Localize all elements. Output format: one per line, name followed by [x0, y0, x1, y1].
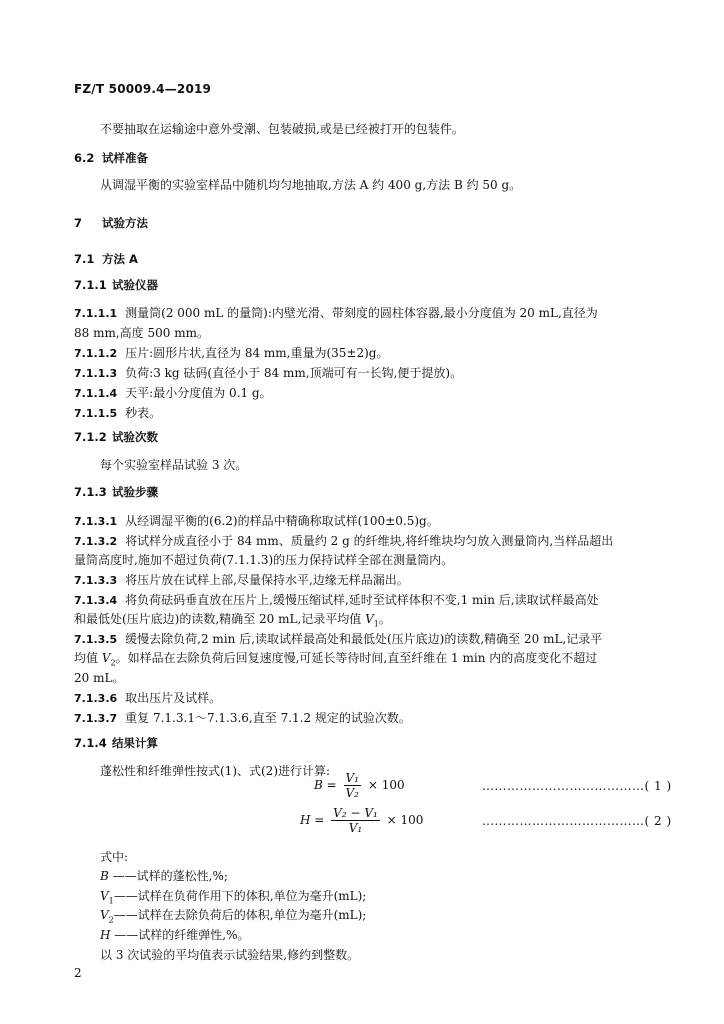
- intro-paragraph: 不要抽取在运输途中意外受潮、包装破损,或是已经被打开的包装件。: [100, 122, 464, 136]
- item-text: 将试样分成直径小于 84 mm、质量约 2 g 的纤维块,将纤维块均匀放入测量筒内,当样品超出: [125, 534, 614, 548]
- item-number: 7.1.3.1: [74, 515, 118, 528]
- definition: ——试样的蓬松性,%;: [108, 869, 228, 883]
- variable-symbol: V: [365, 612, 374, 626]
- fraction: [331, 806, 380, 835]
- item-text: 负荷:3 kg 砝码(直径小于 84 mm,顶端可有一长钩,便于提放)。: [125, 366, 463, 380]
- item-7-1-3-3: [74, 571, 409, 588]
- formula-label: ( 1 ): [644, 779, 672, 793]
- where-title: 式中:: [100, 850, 129, 864]
- variable-subscript: 1: [373, 619, 379, 629]
- fraction-numerator: V₁: [345, 771, 359, 785]
- section-number: 7.1.2: [74, 430, 107, 444]
- section-7-1-2-text: 每个实验室样品试验 3 次。: [100, 458, 248, 472]
- item-7-1-1-1: [74, 304, 598, 321]
- item-7-1-3-2: [74, 532, 613, 549]
- item-7-1-1-3: [74, 364, 462, 381]
- symbol: H: [100, 928, 111, 942]
- item-text: 重复 7.1.3.1～7.1.3.6,直至 7.1.2 规定的试验次数。: [125, 711, 411, 725]
- where-v1: [100, 887, 366, 905]
- item-number: 7.1.3.5: [74, 633, 118, 646]
- item-text-end: 。: [378, 612, 391, 626]
- section-title: 方法 A: [102, 252, 138, 266]
- item-7-1-1-2: [74, 344, 389, 361]
- item-number: 7.1.1.4: [74, 387, 118, 400]
- section-number: 7.1.4: [74, 736, 107, 750]
- item-number: 7.1.1.2: [74, 347, 118, 360]
- symbol: B: [100, 869, 109, 883]
- definition: ——试样在去除负荷后的体积,单位为毫升(mL);: [113, 908, 367, 922]
- section-7-heading: [74, 215, 148, 231]
- definition: ——试样的纤维弹性,%。: [110, 928, 250, 942]
- item-text: 压片:圆形片状,直径为 84 mm,重量为(35±2)g。: [125, 346, 389, 360]
- section-title: 试验方法: [102, 216, 148, 230]
- fraction-denominator: V₂: [345, 786, 359, 800]
- item-number: 7.1.1.5: [74, 407, 118, 420]
- section-title: 试样准备: [102, 151, 148, 165]
- item-7-1-3-5-continued: [74, 649, 597, 667]
- formula-2-leader: [482, 814, 672, 828]
- formula-tail: × 100: [367, 778, 405, 792]
- formula-lhs: H: [300, 813, 311, 827]
- formula-2: H = $\frac{\text{V₂ − V₁}}{\text{V₁}}$ × 100: [300, 806, 424, 835]
- item-7-1-3-6: [74, 689, 221, 706]
- item-number: 7.1.3.7: [74, 712, 118, 725]
- item-text: 缓慢去除负荷,2 min 后,读取试样最高处和最低处(压片底边)的读数,精确至 20 mL,记录平: [125, 632, 603, 646]
- item-number: 7.1.1.1: [74, 307, 118, 320]
- definition: ——试样在负荷作用下的体积,单位为毫升(mL);: [113, 889, 367, 903]
- item-number: 7.1.1.3: [74, 367, 118, 380]
- document-code: FZ/T 50009.4—2019: [74, 82, 212, 96]
- section-7-1-1-heading: [74, 277, 158, 293]
- item-7-1-3-5-continued-2: 20 mL。: [74, 671, 125, 685]
- formula-label: ( 2 ): [644, 814, 672, 828]
- section-title: 试验仪器: [112, 278, 158, 292]
- fraction: [344, 771, 361, 800]
- section-number: 7: [74, 216, 83, 230]
- item-number: 7.1.3.3: [74, 574, 118, 587]
- final-statement: 以 3 次试验的平均值表示试验结果,修约到整数。: [100, 948, 360, 962]
- item-text: 从经调湿平衡的(6.2)的样品中精确称取试样(100±0.5)g。: [125, 514, 439, 528]
- where-v2: [100, 906, 366, 924]
- page-number: 2: [74, 966, 82, 980]
- fraction-denominator: V₁: [348, 821, 363, 835]
- section-number: 7.1.1: [74, 278, 107, 292]
- item-7-1-3-4-continued: [74, 610, 391, 628]
- section-6-2-heading: [74, 150, 148, 166]
- leader-dots: …………………………………: [482, 814, 645, 828]
- formula-lhs: B: [314, 778, 323, 792]
- symbol-subscript: 2: [108, 915, 114, 925]
- section-6-2-text: 从调湿平衡的实验室样品中随机均匀地抽取,方法 A 约 400 g,方法 B 约 50 g。: [100, 178, 522, 192]
- item-7-1-3-5: [74, 630, 602, 647]
- item-text: 取出压片及试样。: [125, 691, 222, 705]
- item-number: 7.1.3.2: [74, 535, 118, 548]
- formula-1: B = $\frac{\text{V₁}}{\text{V₂}}$ × 100: [314, 771, 405, 800]
- item-text: 秒表。: [125, 406, 162, 420]
- item-7-1-3-4: [74, 591, 599, 608]
- item-7-1-1-5: [74, 404, 161, 421]
- where-b: [100, 867, 228, 884]
- section-7-1-4-heading: [74, 735, 158, 751]
- formula-1-leader: [482, 779, 672, 793]
- item-text: 天平:最小分度值为 0.1 g。: [125, 386, 272, 400]
- symbol-subscript: 1: [108, 896, 114, 906]
- section-7-1-heading: [74, 251, 138, 267]
- section-title: 试验步骤: [112, 485, 158, 499]
- item-text-rest: 。如样品在去除负荷后回复速度慢,可延长等待时间,直至纤维在 1 min 内的高度变化不超过: [115, 651, 598, 665]
- item-7-1-3-7: [74, 709, 411, 726]
- section-7-1-2-heading: [74, 429, 158, 445]
- item-text: 将压片放在试样上部,尽量保持水平,边缘无样品漏出。: [125, 573, 409, 587]
- item-number: 7.1.3.6: [74, 692, 118, 705]
- item-7-1-1-4: [74, 384, 272, 401]
- item-7-1-3-1: [74, 512, 439, 529]
- item-text: 和最低处(压片底边)的读数,精确至 20 mL,记录平均值: [74, 612, 366, 626]
- item-text: 将负荷砝码垂直放在压片上,缓慢压缩试样,延时至试样体积不变,1 min 后,读取试样最高处: [125, 593, 599, 607]
- section-7-1-4-intro: 蓬松性和纤维弹性按式(1)、式(2)进行计算:: [100, 764, 331, 778]
- section-number: 7.1: [74, 252, 95, 266]
- section-title: 试验次数: [112, 430, 158, 444]
- section-number: 6.2: [74, 151, 95, 165]
- item-number: 7.1.3.4: [74, 594, 118, 607]
- leader-dots: …………………………………: [482, 779, 645, 793]
- variable-subscript: 2: [110, 658, 116, 668]
- item-text: 测量筒(2 000 mL 的量筒):内壁光滑、带刻度的圆柱体容器,最小分度值为 20 mL,直径为: [125, 306, 598, 320]
- symbol: V: [100, 908, 109, 922]
- variable-symbol: V: [101, 651, 111, 665]
- section-title: 结果计算: [112, 736, 158, 750]
- symbol: V: [100, 889, 109, 903]
- formula-tail: × 100: [386, 813, 424, 827]
- item-text: 均值: [74, 651, 102, 665]
- item-7-1-3-2-continued: 量筒高度时,施加不超过负荷(7.1.1.3)的压力保持试样全部在测量筒内。: [74, 553, 454, 567]
- where-h: [100, 926, 250, 943]
- section-number: 7.1.3: [74, 485, 107, 499]
- fraction-numerator: V₂ − V₁: [333, 806, 378, 820]
- section-7-1-3-heading: [74, 484, 158, 500]
- item-7-1-1-1-continued: 88 mm,高度 500 mm。: [74, 326, 209, 340]
